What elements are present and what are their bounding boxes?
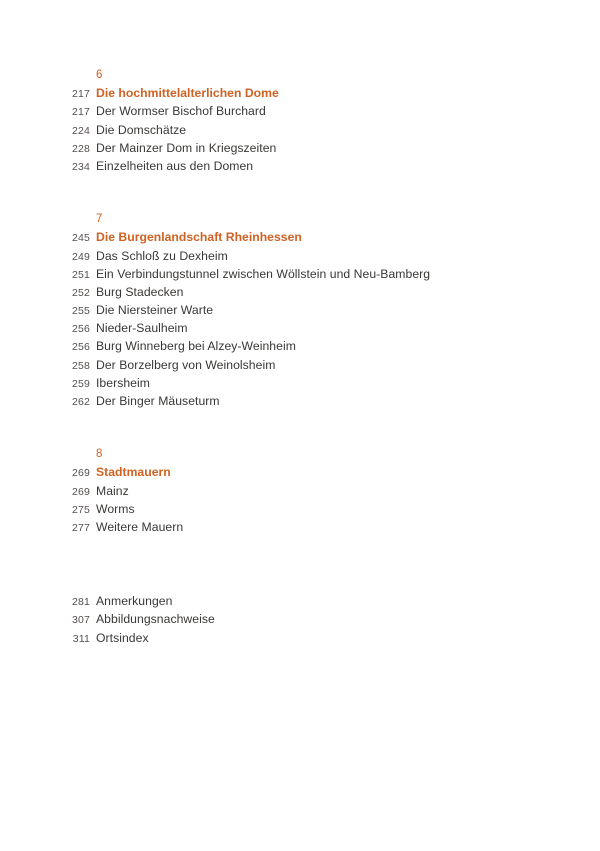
- toc-pagenum: 281: [72, 596, 90, 609]
- toc-entry-label: Ibersheim: [96, 375, 150, 390]
- section-number-row: [68, 66, 528, 84]
- toc-section-7: [68, 210, 528, 410]
- toc-pagenum: 255: [72, 305, 90, 318]
- toc-pagenum: 269: [72, 485, 90, 498]
- toc-entry-label: Einzelheiten aus den Domen: [96, 158, 254, 173]
- toc-section-heading-label: Stadtmauern: [96, 465, 171, 480]
- toc-entry-label: Anmerkungen: [96, 594, 173, 609]
- toc-section-heading-label: Die Burgenlandschaft Rheinhessen: [96, 230, 302, 245]
- section-number: 7: [96, 213, 103, 226]
- toc-entry[interactable]: [68, 121, 528, 139]
- toc-section-heading-label: Die hochmittelalterlichen Dome: [96, 86, 279, 101]
- toc-pagenum: 217: [72, 106, 90, 119]
- toc-entry-label: Burg Winneberg bei Alzey-Weinheim: [96, 339, 296, 354]
- toc-pagenum: 224: [72, 124, 90, 137]
- toc-entry[interactable]: [68, 518, 528, 536]
- toc-pagenum: 234: [72, 160, 90, 173]
- toc-entry-label: Die Niersteiner Warte: [96, 303, 214, 318]
- toc-entry-label: Worms: [96, 501, 135, 516]
- toc-entry[interactable]: [68, 610, 528, 628]
- toc-entry[interactable]: [68, 629, 528, 647]
- toc-section-heading[interactable]: [68, 463, 528, 481]
- section-number-row: [68, 445, 528, 463]
- toc-entry[interactable]: [68, 247, 528, 265]
- toc-pagenum: 252: [72, 286, 90, 299]
- toc-entry[interactable]: [68, 157, 528, 175]
- toc-entry[interactable]: [68, 482, 528, 500]
- toc-pagenum: 249: [72, 250, 90, 263]
- toc-pagenum: 307: [72, 614, 90, 627]
- toc-pagenum: 245: [72, 232, 90, 245]
- toc-backmatter: [68, 592, 528, 647]
- toc-pagenum: 262: [72, 396, 90, 408]
- toc-entry-label: Ein Verbindungstunnel zwischen Wöllstein und Neu-Bamberg: [96, 266, 431, 281]
- toc-entry-label: Der Mainzer Dom in Kriegszeiten: [96, 140, 277, 155]
- toc-entry[interactable]: [68, 319, 528, 337]
- toc-content: [68, 66, 528, 647]
- toc-entry[interactable]: [68, 102, 528, 120]
- toc-pagenum: 277: [72, 521, 90, 534]
- toc-pagenum: 256: [72, 323, 90, 336]
- toc-pagenum: 217: [72, 88, 90, 101]
- toc-entry[interactable]: [68, 356, 528, 374]
- toc-entry-label: Der Borzelberg von Weinolsheim: [96, 357, 276, 372]
- toc-pagenum: 228: [72, 142, 90, 155]
- toc-entry[interactable]: [68, 283, 528, 301]
- toc-entry-label: Mainz: [96, 483, 129, 498]
- toc-pagenum: 258: [72, 359, 90, 372]
- toc-entry[interactable]: [68, 592, 528, 610]
- toc-entry-label: Der Wormser Bischof Burchard: [96, 104, 266, 119]
- toc-entry-label: Der Binger Mäuseturm: [96, 394, 220, 408]
- toc-pagenum: 256: [72, 341, 90, 354]
- toc-section-8: [68, 445, 528, 536]
- toc-entry-label: Nieder-Saulheim: [96, 321, 188, 336]
- section-number: 8: [96, 448, 103, 461]
- toc-pagenum: 269: [72, 467, 90, 480]
- toc-section-6: [68, 66, 528, 175]
- toc-entry-label: Ortsindex: [96, 630, 149, 645]
- toc-entry[interactable]: [68, 392, 528, 410]
- toc-entry-label: Abbildungsnachweise: [96, 612, 215, 627]
- toc-entry-label: Weitere Mauern: [96, 519, 184, 534]
- section-number-row: [68, 210, 528, 228]
- toc-section-heading[interactable]: [68, 84, 528, 102]
- toc-section-heading[interactable]: [68, 228, 528, 246]
- toc-entry[interactable]: [68, 301, 528, 319]
- toc-pagenum: 275: [72, 503, 90, 516]
- toc-entry[interactable]: [68, 374, 528, 392]
- toc-pagenum: 311: [72, 632, 90, 645]
- toc-entry[interactable]: [68, 139, 528, 157]
- toc-entry-label: Die Domschätze: [96, 122, 187, 137]
- toc-entry[interactable]: [68, 500, 528, 518]
- toc-entry-label: Das Schloß zu Dexheim: [96, 248, 228, 263]
- toc-pagenum: 251: [72, 268, 90, 281]
- toc-entry[interactable]: [68, 337, 528, 355]
- toc-entry[interactable]: [68, 265, 528, 283]
- section-number: 6: [96, 69, 103, 81]
- toc-pagenum: 259: [72, 377, 90, 390]
- toc-entry-label: Burg Stadecken: [96, 284, 184, 299]
